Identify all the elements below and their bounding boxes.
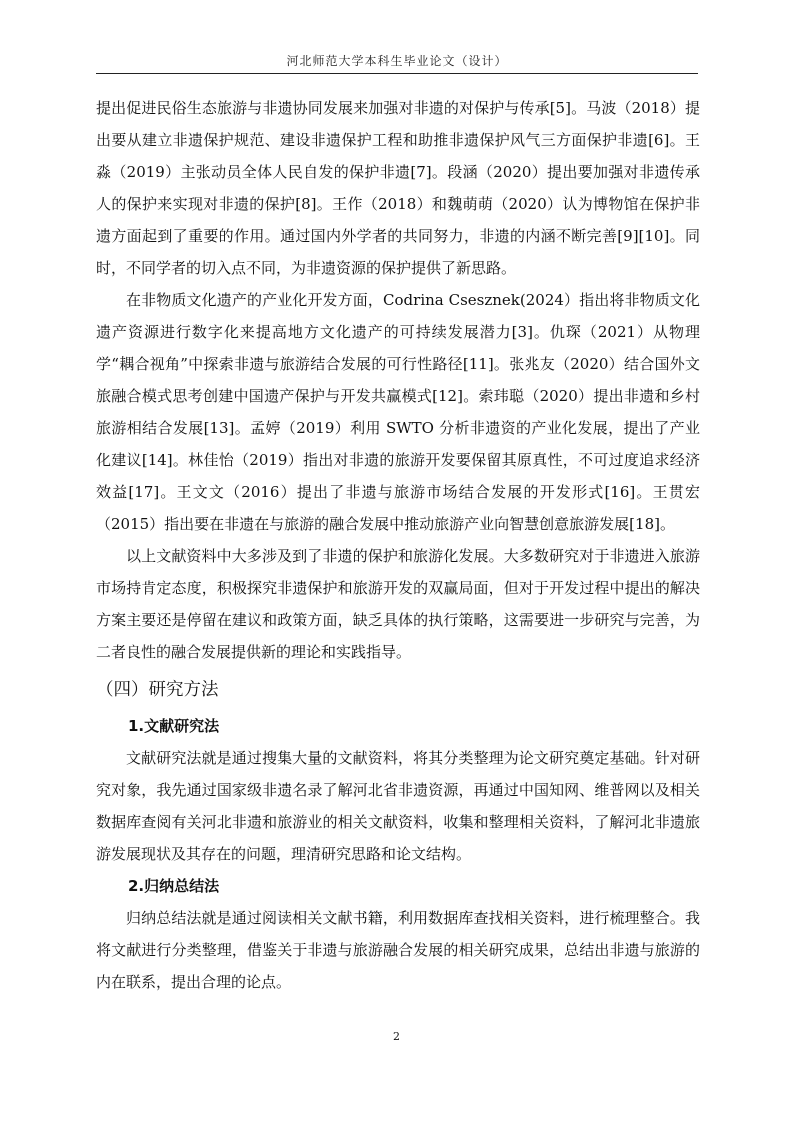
subheading-induction-method: 2.归纳总结法 xyxy=(128,877,220,895)
section-heading-methods: （四）研究方法 xyxy=(96,680,219,700)
paragraph-industrialization: 在非物质文化遗产的产业化开发方面，Codrina Csesznek(2024）指出将非物质文化遗产资源进行数字化来提高地方文化遗产的可持续发展潜力[3]。仇琛（2021）从物理学“耦合视角”中探索非遗与旅游结合发展的可行性路径[11]。张兆友（2020）结合国外文旅融合模式思考创建中国遗产保护与开发共赢模式[12]。索玮聪（2020）提出非遗和乡村旅游相结合发展[13]。孟婷（2019）利用 SWTO 分析非遗资的产业化发展，提出了产业化建议[14]。林佳怡（2019）指出对非遗的旅游开发要保留其原真性，不可过度追求经济效益[17]。王文文（2016）提出了非遗与旅游市场结合发展的开发形式[16]。王贯宏（2015）指出要在非遗在与旅游的融合发展中推动旅游产业向智慧创意旅游发展[18]。 xyxy=(96,291,700,533)
paragraph-review-continued: 提出促进民俗生态旅游与非遗协同发展来加强对非遗的对保护与传承[5]。马波（2018）提出要从建立非遗保护规范、建设非遗保护工程和助推非遗保护风气三方面保护非遗[6]。王淼（2019）主张动员全体人民自发的保护非遗[7]。段涵（2020）提出要加强对非遗传承人的保护来实现对非遗的保护[8]。王作（2018）和魏萌萌（2020）认为博物馆在保护非遗方面起到了重要的作用。通过国内外学者的共同努力，非遗的内涵不断完善[9][10]。同时，不同学者的切入点不同，为非遗资源的保护提供了新思路。 xyxy=(96,99,700,277)
paragraph-summary: 以上文献资料中大多涉及到了非遗的保护和旅游化发展。大多数研究对于非遗进入旅游市场持肯定态度，积极探究非遗保护和旅游开发的双赢局面，但对于开发过程中提出的解决方案主要还是停留在建议和政策方面，缺乏具体的执行策略，这需要进一步研究与完善，为二者良性的融合发展提供新的理论和实践指导。 xyxy=(96,547,700,661)
page-header: 河北师范大学本科生毕业论文（设计） xyxy=(286,54,508,68)
page-body xyxy=(96,92,700,998)
page-number: 2 xyxy=(393,1030,400,1043)
paragraph-literature-method: 文献研究法就是通过搜集大量的文献资料，将其分类整理为论文研究奠定基础。针对研究对象，我先通过国家级非遗名录了解河北省非遗资源，再通过中国知网、维普网以及相关数据库查阅有关河北非遗和旅游业的相关文献资料，收集和整理相关资料，了解河北非遗旅游发展现状及其存在的问题，理清研究思路和论文结构。 xyxy=(96,749,700,863)
header-rule xyxy=(96,73,698,74)
subheading-literature-method: 1.文献研究法 xyxy=(128,717,220,735)
paragraph-induction-method: 归纳总结法就是通过阅读相关文献书籍，利用数据库查找相关资料，进行梳理整合。我将文献进行分类整理，借鉴关于非遗与旅游融合发展的相关研究成果，总结出非遗与旅游的内在联系，提出合理的论点。 xyxy=(96,909,700,991)
